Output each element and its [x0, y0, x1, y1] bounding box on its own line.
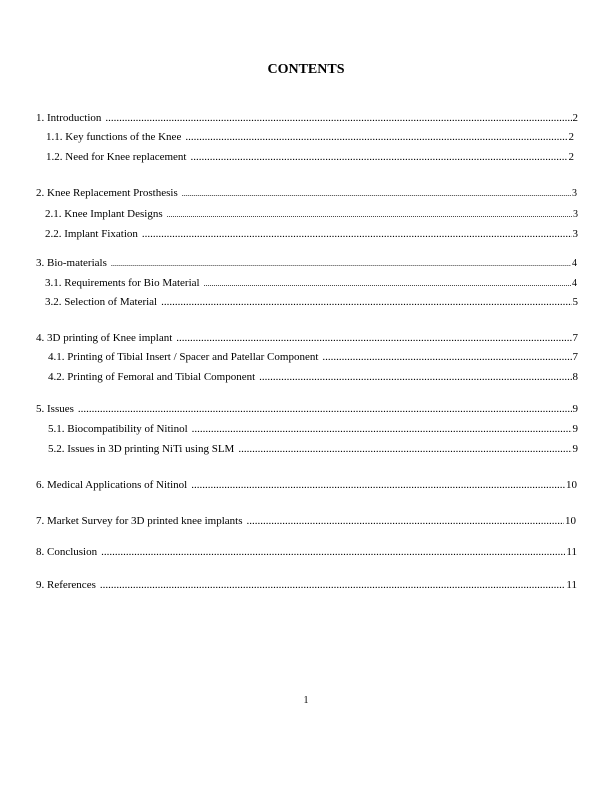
toc-entry-label: 9. References — [36, 579, 96, 591]
toc-entry-page: 7 — [572, 332, 578, 344]
toc-entry-requirements-bio-material[interactable] — [45, 277, 577, 290]
toc-entry-issues[interactable] — [36, 403, 578, 416]
toc-entry-page: 4 — [572, 258, 577, 269]
toc-dot-leader — [322, 351, 571, 364]
toc-entry-page: 2 — [572, 112, 578, 124]
toc-entry-market-survey[interactable] — [36, 515, 576, 528]
toc-entry-page: 3 — [572, 188, 577, 199]
toc-entry-label: 4. 3D printing of Knee implant — [36, 332, 173, 344]
page-title: CONTENTS — [267, 62, 345, 77]
toc-dot-leader — [100, 579, 566, 592]
toc-dot-leader — [238, 443, 571, 456]
toc-entry-printing-tibial-insert[interactable] — [48, 351, 578, 364]
toc-entry-knee-replacement-prosthesis[interactable] — [36, 187, 577, 200]
toc-entry-label: 3. Bio-materials — [36, 257, 107, 269]
toc-entry-conclusion[interactable] — [36, 546, 577, 559]
toc-dot-leader — [185, 131, 567, 144]
toc-entry-label: 2. Knee Replacement Prosthesis — [36, 187, 178, 199]
toc-dot-leader — [259, 371, 571, 384]
toc-entry-introduction[interactable] — [36, 112, 578, 125]
toc-entry-label: 2.1. Knee Implant Designs — [45, 208, 163, 220]
toc-entry-medical-applications[interactable] — [36, 479, 577, 492]
toc-entry-label: 2.2. Implant Fixation — [45, 228, 138, 240]
toc-entry-label: 3.1. Requirements for Bio Material — [45, 277, 200, 289]
toc-entry-label: 1. Introduction — [36, 112, 102, 124]
toc-entry-page: 3 — [572, 228, 578, 240]
toc-entry-page: 3 — [573, 209, 578, 220]
toc-dot-leader — [182, 187, 571, 200]
page-number: 1 — [303, 695, 309, 706]
toc-entry-knee-implant-designs[interactable] — [45, 208, 578, 221]
toc-dot-leader — [247, 515, 564, 528]
toc-dot-leader — [176, 332, 571, 345]
toc-entry-page: 10 — [566, 479, 577, 491]
toc-entry-page: 9 — [572, 443, 578, 455]
toc-dot-leader — [101, 546, 565, 559]
toc-dot-leader — [191, 479, 565, 492]
toc-entry-label: 5.2. Issues in 3D printing NiTi using SLM — [48, 443, 235, 455]
toc-entry-3d-printing[interactable] — [36, 332, 578, 345]
toc-entry-label: 3.2. Selection of Material — [45, 296, 158, 308]
toc-dot-leader — [191, 151, 568, 164]
toc-entry-page: 7 — [572, 351, 578, 363]
toc-entry-page: 5 — [572, 296, 578, 308]
toc-entry-page: 8 — [572, 371, 578, 383]
toc-entry-label: 1.1. Key functions of the Knee — [46, 131, 182, 143]
toc-dot-leader — [167, 208, 572, 221]
toc-entry-label: 6. Medical Applications of Nitinol — [36, 479, 188, 491]
toc-dot-leader — [142, 228, 572, 241]
toc-entry-implant-fixation[interactable] — [45, 228, 578, 241]
toc-dot-leader — [204, 277, 571, 290]
toc-entry-label: 4.1. Printing of Tibial Insert / Spacer and Patellar Component — [48, 351, 319, 363]
toc-entry-bio-materials[interactable] — [36, 257, 577, 270]
toc-dot-leader — [161, 296, 571, 309]
toc-dot-leader — [105, 112, 571, 125]
toc-entry-label: 8. Conclusion — [36, 546, 98, 558]
toc-entry-label: 5. Issues — [36, 403, 74, 415]
toc-entry-page: 2 — [568, 151, 574, 163]
toc-entry-need-for-replacement[interactable] — [46, 151, 574, 164]
toc-entry-biocompatibility-nitinol[interactable] — [48, 423, 578, 436]
toc-entry-page: 2 — [568, 131, 574, 143]
toc-dot-leader — [78, 403, 572, 416]
toc-entry-key-functions[interactable] — [46, 131, 574, 144]
toc-entry-issues-3d-printing-niti[interactable] — [48, 443, 578, 456]
toc-entry-page: 9 — [572, 403, 578, 415]
toc-entry-label: 1.2. Need for Knee replacement — [46, 151, 187, 163]
toc-entry-page: 11 — [566, 546, 577, 558]
toc-entry-label: 7. Market Survey for 3D printed knee implants — [36, 515, 243, 527]
toc-dot-leader — [111, 257, 571, 270]
toc-entry-page: 10 — [565, 515, 576, 527]
toc-entry-label: 4.2. Printing of Femoral and Tibial Component — [48, 371, 256, 383]
toc-entry-label: 5.1. Biocompatibility of Nitinol — [48, 423, 188, 435]
toc-entry-page: 4 — [572, 278, 577, 289]
toc-entry-page: 11 — [566, 579, 577, 591]
toc-entry-page: 9 — [572, 423, 578, 435]
toc-entry-references[interactable] — [36, 579, 577, 592]
toc-dot-leader — [192, 423, 572, 436]
toc-entry-selection-of-material[interactable] — [45, 296, 578, 309]
toc-entry-printing-femoral-tibial[interactable] — [48, 371, 578, 384]
